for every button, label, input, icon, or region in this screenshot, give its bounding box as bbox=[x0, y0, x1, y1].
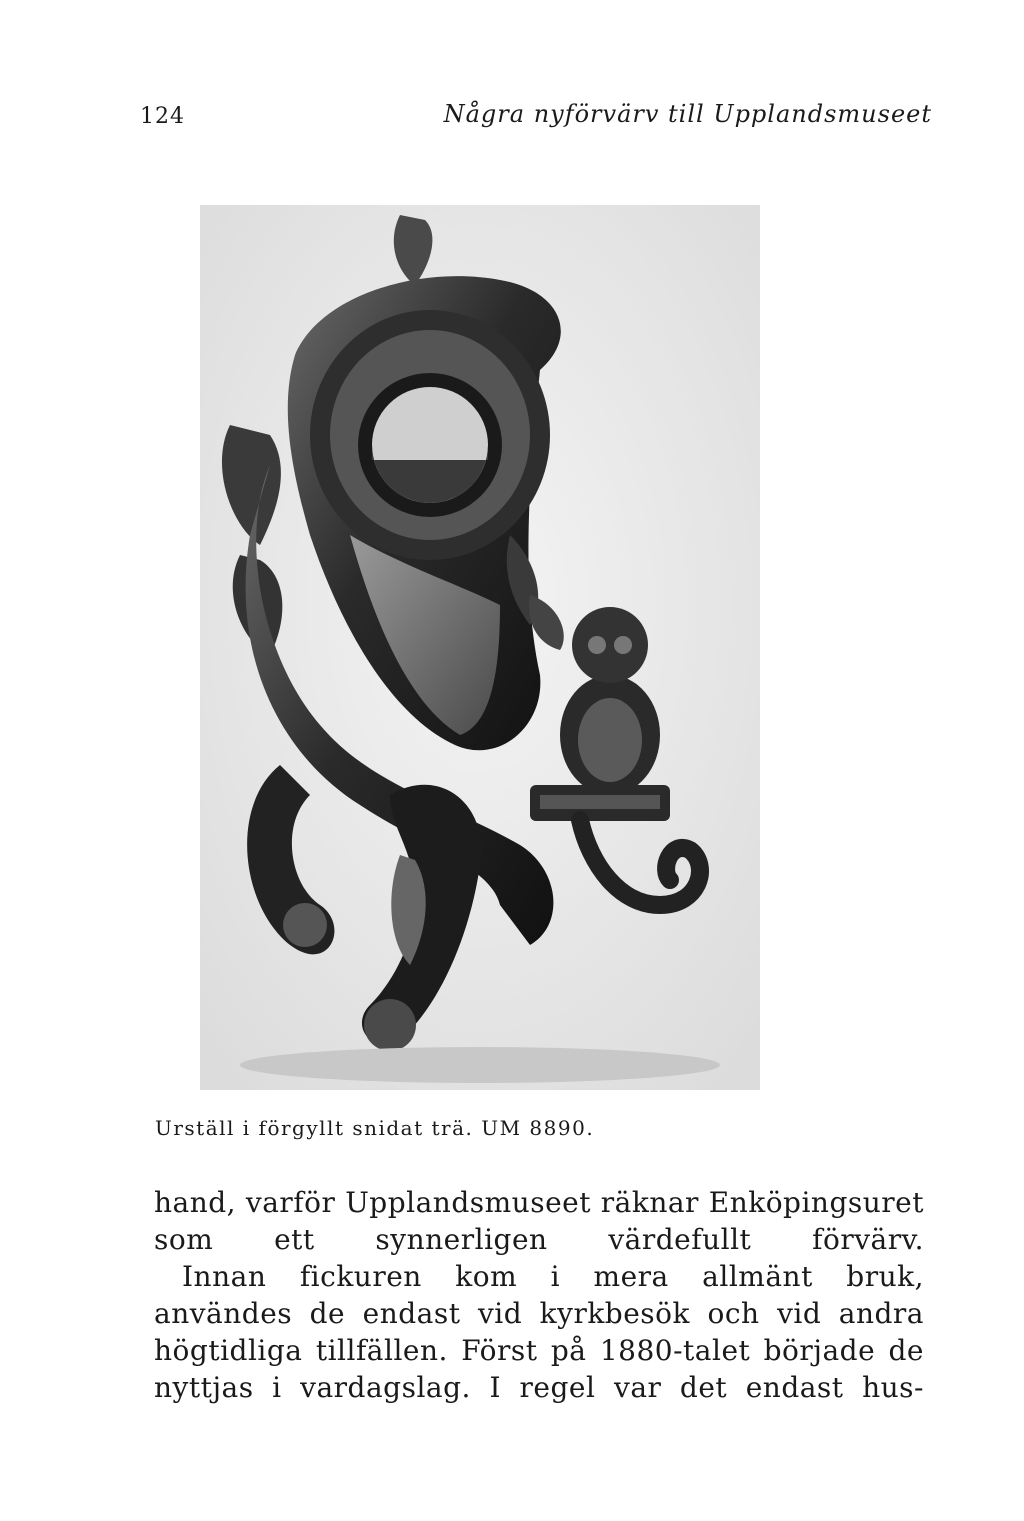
running-head: Några nyförvärv till Upplandsmuseet bbox=[443, 100, 932, 128]
paragraph-2: Innan fickuren kom i mera allmänt bruk, användes de endast vid kyrkbesök och vid andra högtidliga tillfällen. Först på 1880-talet började de nyttjas i vardagslag. I regel var det endast hus- bbox=[154, 1260, 924, 1404]
watch-stand-photo bbox=[200, 205, 760, 1090]
figure-caption: Urställ i förgyllt snidat trä. UM 8890. bbox=[155, 1116, 595, 1140]
body-text bbox=[154, 1184, 924, 1406]
paragraph-1: hand, varför Upplandsmuseet räknar Enköpingsuret som ett synnerligen värdefullt förvärv. bbox=[154, 1186, 924, 1256]
carved-rococo-watch-stand-icon bbox=[200, 205, 760, 1090]
page-number: 124 bbox=[140, 104, 185, 129]
